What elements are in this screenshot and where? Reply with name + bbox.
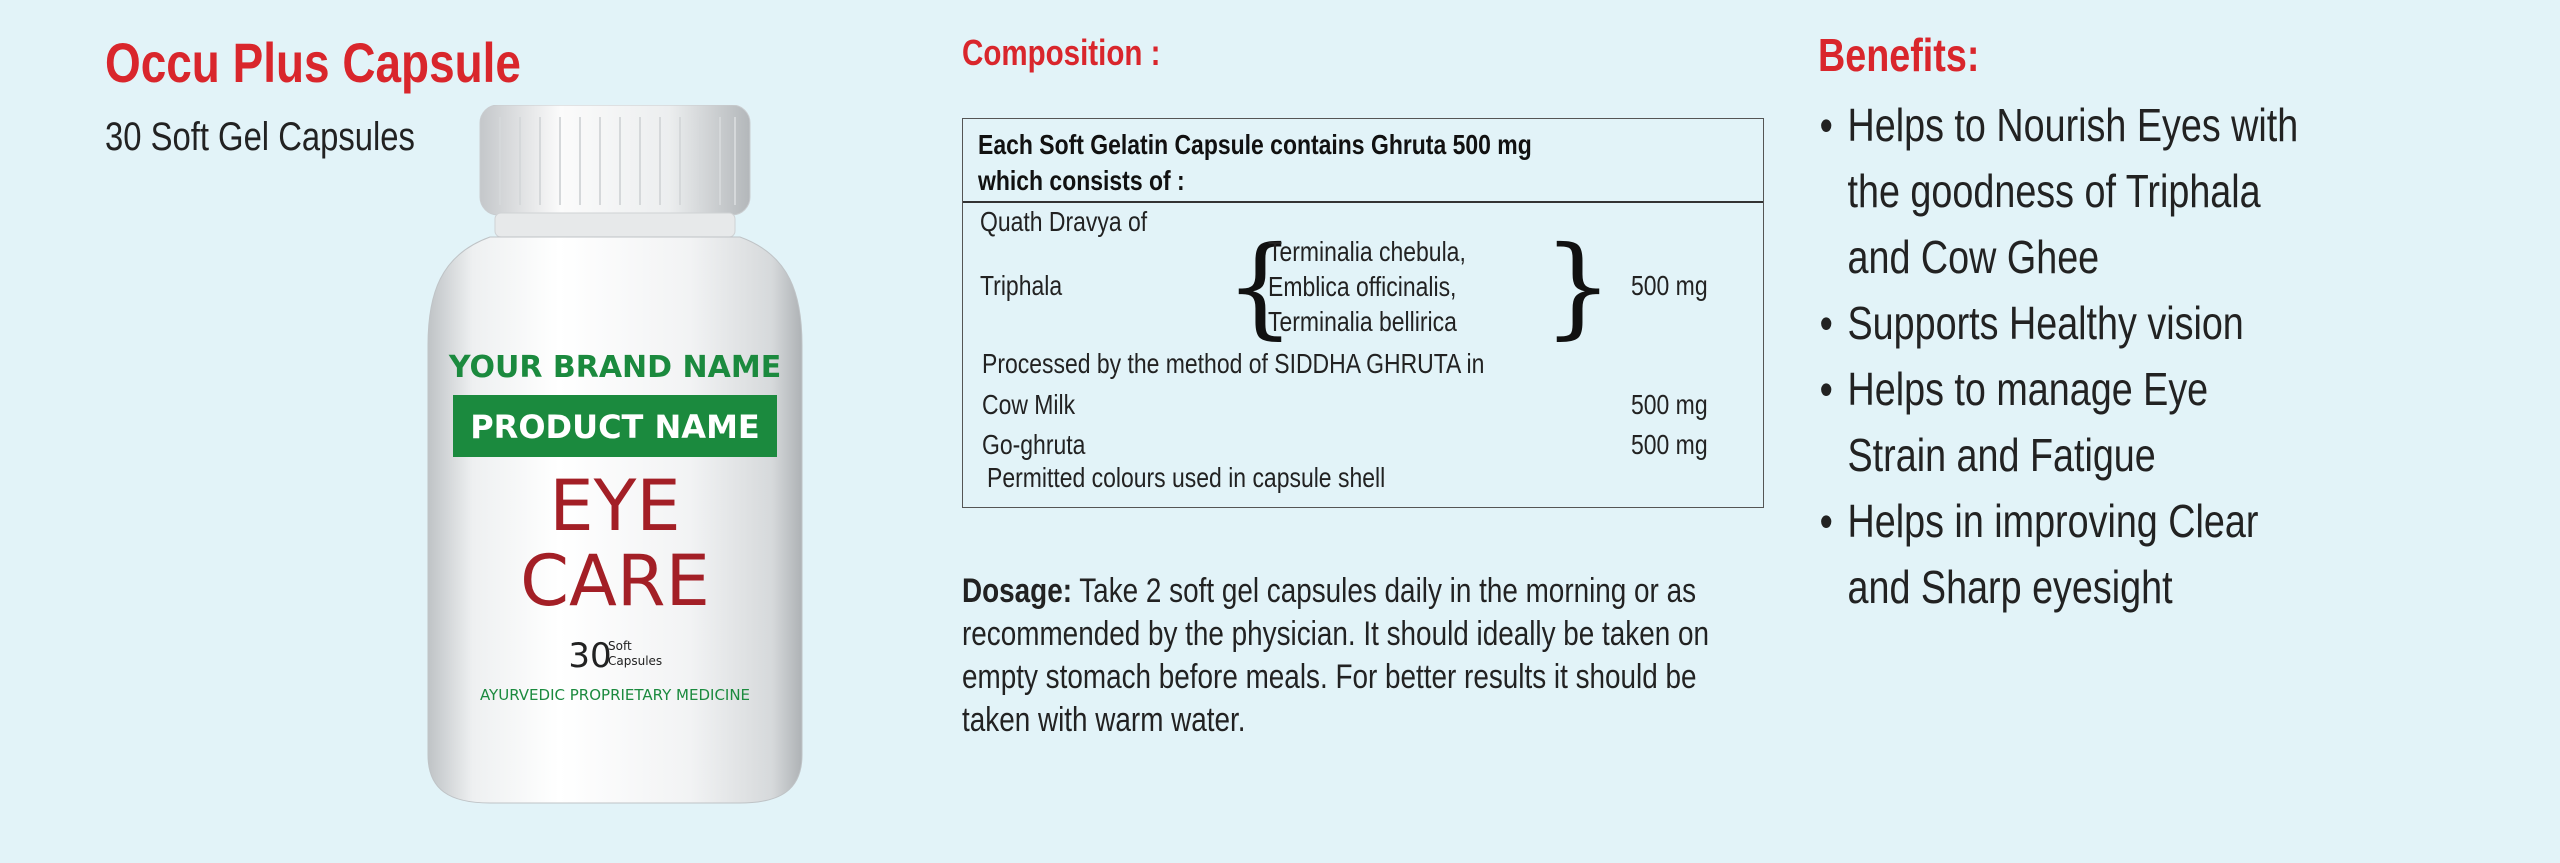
bottle-product-text: PRODUCT NAME [470,408,760,446]
processed-text: Processed by the method of SIDDHA GHRUTA in [982,348,1485,379]
herb-2: Emblica officinalis, [1268,271,1457,302]
right-brace: } [1543,222,1613,350]
cow-milk-qty: 500 mg [1631,389,1708,420]
quath-label: Quath Dravya of [980,206,1148,237]
bottle-count-text: 30 [568,636,612,676]
benefit-item: • Helps to manage Eye Strain and Fatigue [1819,363,2209,481]
bottle-footer-text: AYURVEDIC PROPRIETARY MEDICINE [479,686,751,704]
bottle-count-unit-1: Soft [608,639,632,653]
bottle-brand-text: YOUR BRAND NAME [448,350,782,385]
triphala-qty: 500 mg [1631,270,1708,301]
bottle-eye-text: EYE [549,465,681,547]
bottle-count-unit-2: Capsules [608,654,663,668]
benefit-item: • Helps to Nourish Eyes with the goodness of Triphala and Cow Ghee [1819,99,2299,283]
product-title: Occu Plus Capsule [105,31,521,94]
herb-1: Terminalia chebula, [1268,236,1466,267]
dosage-label: Dosage: [962,572,1072,610]
left-brace: { [1225,222,1295,350]
permitted-colours-text: Permitted colours used in capsule shell [987,462,1386,493]
herb-3: Terminalia bellirica [1268,306,1457,337]
benefit-item: • Supports Healthy vision [1819,297,2244,349]
composition-header-divider [963,201,1763,203]
dosage-section [962,570,1762,742]
go-ghruta-label: Go-ghruta [982,429,1086,460]
composition-title: Composition : [962,32,1161,73]
composition-header: Each Soft Gelatin Capsule contains Ghruta 500 mg which consists of : [978,129,1532,196]
go-ghruta-qty: 500 mg [1631,429,1708,460]
benefit-item: • Helps in improving Clear and Sharp eyesight [1819,495,2259,613]
product-bottle-image [420,105,810,805]
bottle-care-text: CARE [520,540,710,622]
composition-table [962,118,1764,508]
benefits-title: Benefits: [1818,29,1980,81]
cow-milk-label: Cow Milk [982,389,1076,420]
benefits-list [1818,92,2538,620]
product-subtitle: 30 Soft Gel Capsules [105,115,415,159]
triphala-label: Triphala [980,270,1063,301]
dosage-text: Take 2 soft gel capsules daily in the morning or as recommended by the physician. It should ideally be taken on empty stomach before meals. For better results it should be taken with warm water. [962,572,1710,739]
